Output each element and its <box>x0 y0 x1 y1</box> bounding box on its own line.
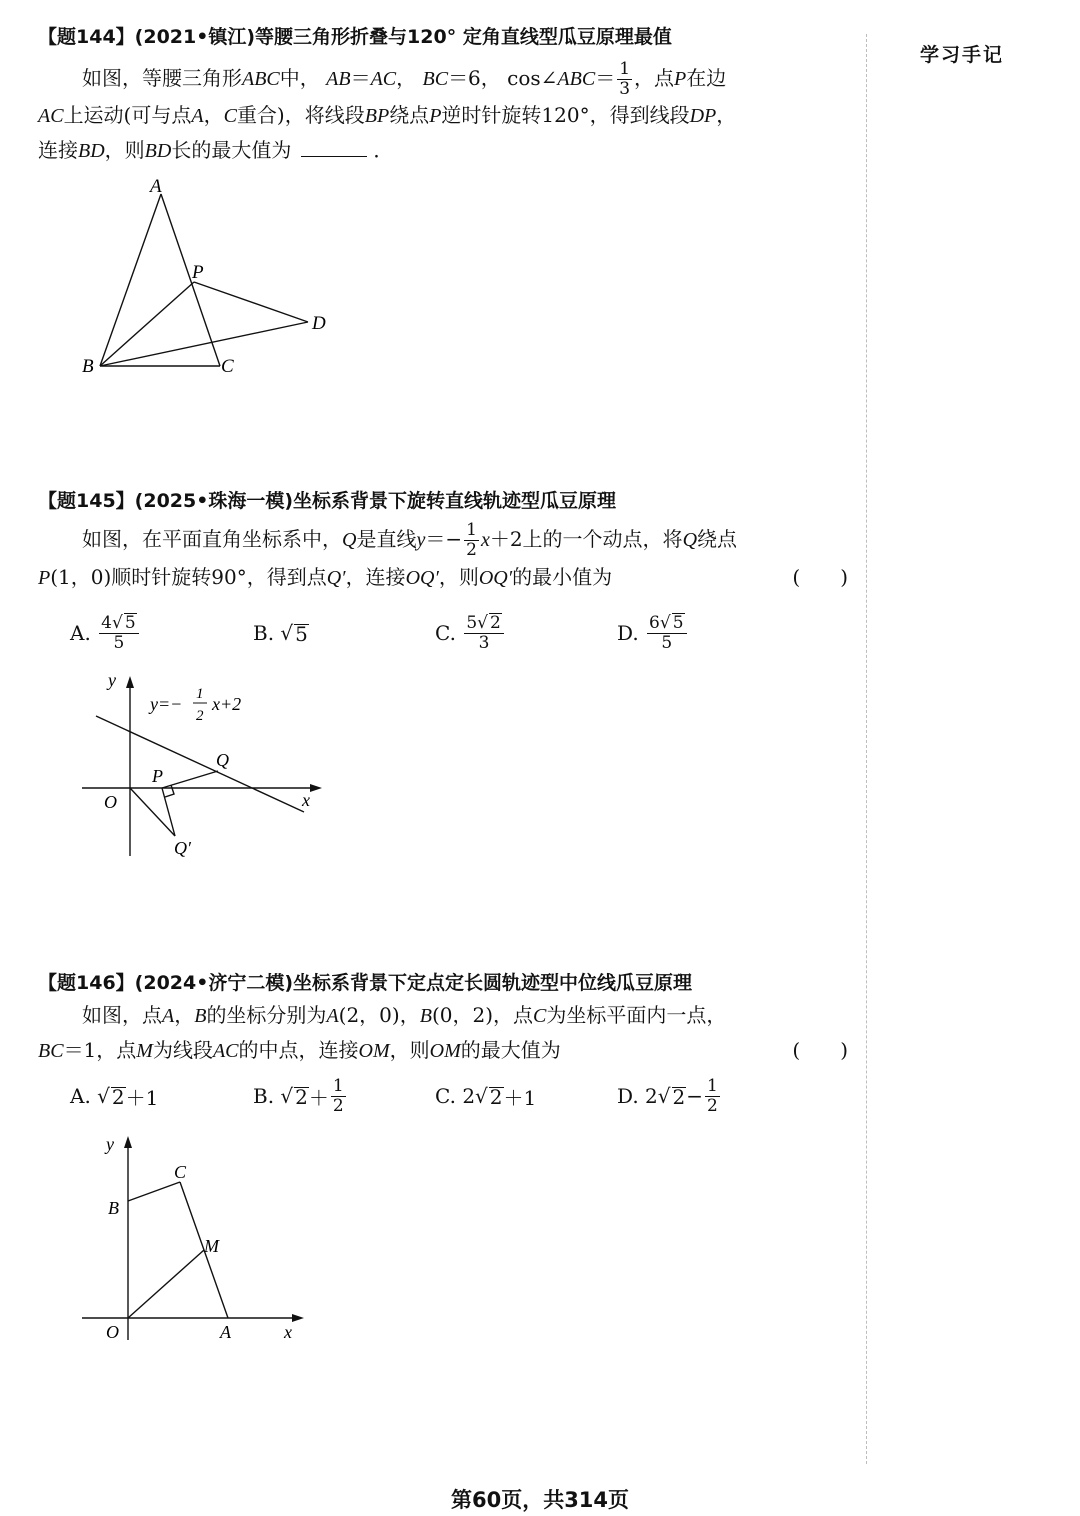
label-P: P <box>152 766 163 786</box>
segment-BC <box>128 1182 180 1201</box>
segment-AC <box>161 194 220 366</box>
segment-BP <box>100 282 194 366</box>
label-x: x <box>284 1322 292 1342</box>
label-B: B <box>82 356 94 377</box>
sidebar-title: 学习手记 <box>920 44 1005 66</box>
answer-blank[interactable] <box>301 138 367 157</box>
option-b[interactable]: B. √ 5 <box>253 621 308 646</box>
answer-parentheses[interactable]: ( ) <box>792 1038 848 1062</box>
label-M: M <box>204 1236 219 1256</box>
line-equation-den: 2 <box>196 708 204 724</box>
answer-parentheses[interactable]: ( ) <box>792 565 848 589</box>
segment-PQ <box>162 771 218 788</box>
fraction-one-half: $\frac{1}{2}$ <box>466 520 477 560</box>
figure-145 <box>78 666 338 866</box>
label-y: y <box>106 1134 114 1154</box>
label-P: P <box>192 262 204 283</box>
page-footer: 第60页，共314页 <box>450 1488 630 1512</box>
label-O: O <box>106 1322 119 1342</box>
label-Qprime: Q′ <box>174 838 191 858</box>
y-axis-arrow <box>124 1136 132 1148</box>
problem-146-text: 如图，点A，B的坐标分别为A(2，0)，B(0，2)，点C为坐标平面内一点， BC＝1，点M为线段AC的中点，连接OM，则OM的最大值为 ( ) <box>38 998 848 1068</box>
label-x: x <box>302 790 310 810</box>
label-y: y <box>108 670 116 690</box>
problem-145-options <box>70 608 850 658</box>
line-equation-lhs: y=− <box>150 694 183 714</box>
option-c[interactable]: C. 2 √ 2 ＋1 <box>435 1084 537 1110</box>
option-a[interactable]: A. $\frac{4√ 5}{5}$ <box>70 608 141 658</box>
option-c[interactable]: C. $\frac{5√ 2}{3}$ <box>435 608 506 658</box>
label-C: C <box>174 1162 187 1182</box>
problem-145-header: 【题145】(2025•珠海一模)坐标系背景下旋转直线轨迹型瓜豆原理 <box>38 490 617 512</box>
label-O: O <box>104 792 117 812</box>
line-y-eq <box>96 716 304 812</box>
option-d[interactable]: D. $\frac{6√ 5}{5}$ <box>617 608 689 658</box>
figure-146 <box>78 1130 318 1350</box>
label-C: C <box>221 356 234 377</box>
problem-145-text: 如图，在平面直角坐标系中，Q是直线y＝− $\frac{1}{2}$ x＋2上的一个动点，将Q绕点 P(1，0)顺时针旋转90°，得到点Q′，连接OQ′，则OQ′的最小值为 ( ) <box>38 518 848 595</box>
label-D: D <box>312 313 326 334</box>
label-A: A <box>150 176 162 197</box>
label-B: B <box>108 1198 119 1218</box>
option-d[interactable]: D. 2 √ 2 − $\frac{1}{2}$ <box>617 1075 718 1116</box>
figure-144 <box>70 172 350 382</box>
option-b[interactable]: B. √ 2 ＋ $\frac{1}{2}$ <box>253 1075 344 1116</box>
segment-PD <box>194 282 308 322</box>
label-Q: Q <box>216 750 229 770</box>
problem-146-header: 【题146】(2024•济宁二模)坐标系背景下定点定长圆轨迹型中位线瓜豆原理 <box>38 972 693 994</box>
option-a[interactable]: A. √ 2 ＋1 <box>70 1084 159 1110</box>
sidebar-divider <box>866 34 867 1464</box>
x-axis-arrow <box>292 1314 304 1322</box>
x-axis-arrow <box>310 784 322 792</box>
segment-AB <box>100 194 161 366</box>
problem-144-header: 【题144】(2021•镇江)等腰三角形折叠与120° 定角直线型瓜豆原理最值 <box>38 26 672 48</box>
problem-144-text: 如图，等腰三角形ABC中， AB＝AC， BC＝6， cos∠ABC＝ $\frac{1}{3}$ ，点P在边 AC上运动(可与点A，C重合)，将线段BP绕点P逆时针旋转120°，得到线段DP， 连接BD，则BD长的最大值为 ． <box>38 59 737 162</box>
problem-146-options <box>70 1071 850 1121</box>
segment-BD <box>100 322 308 366</box>
segment-OM <box>128 1250 204 1318</box>
line-equation-rhs: x+2 <box>212 694 242 714</box>
y-axis-arrow <box>126 676 134 688</box>
fraction-one-third: $\frac{1}{3}$ <box>619 59 631 99</box>
line-equation-num: 1 <box>196 686 204 702</box>
label-A: A <box>220 1322 231 1342</box>
